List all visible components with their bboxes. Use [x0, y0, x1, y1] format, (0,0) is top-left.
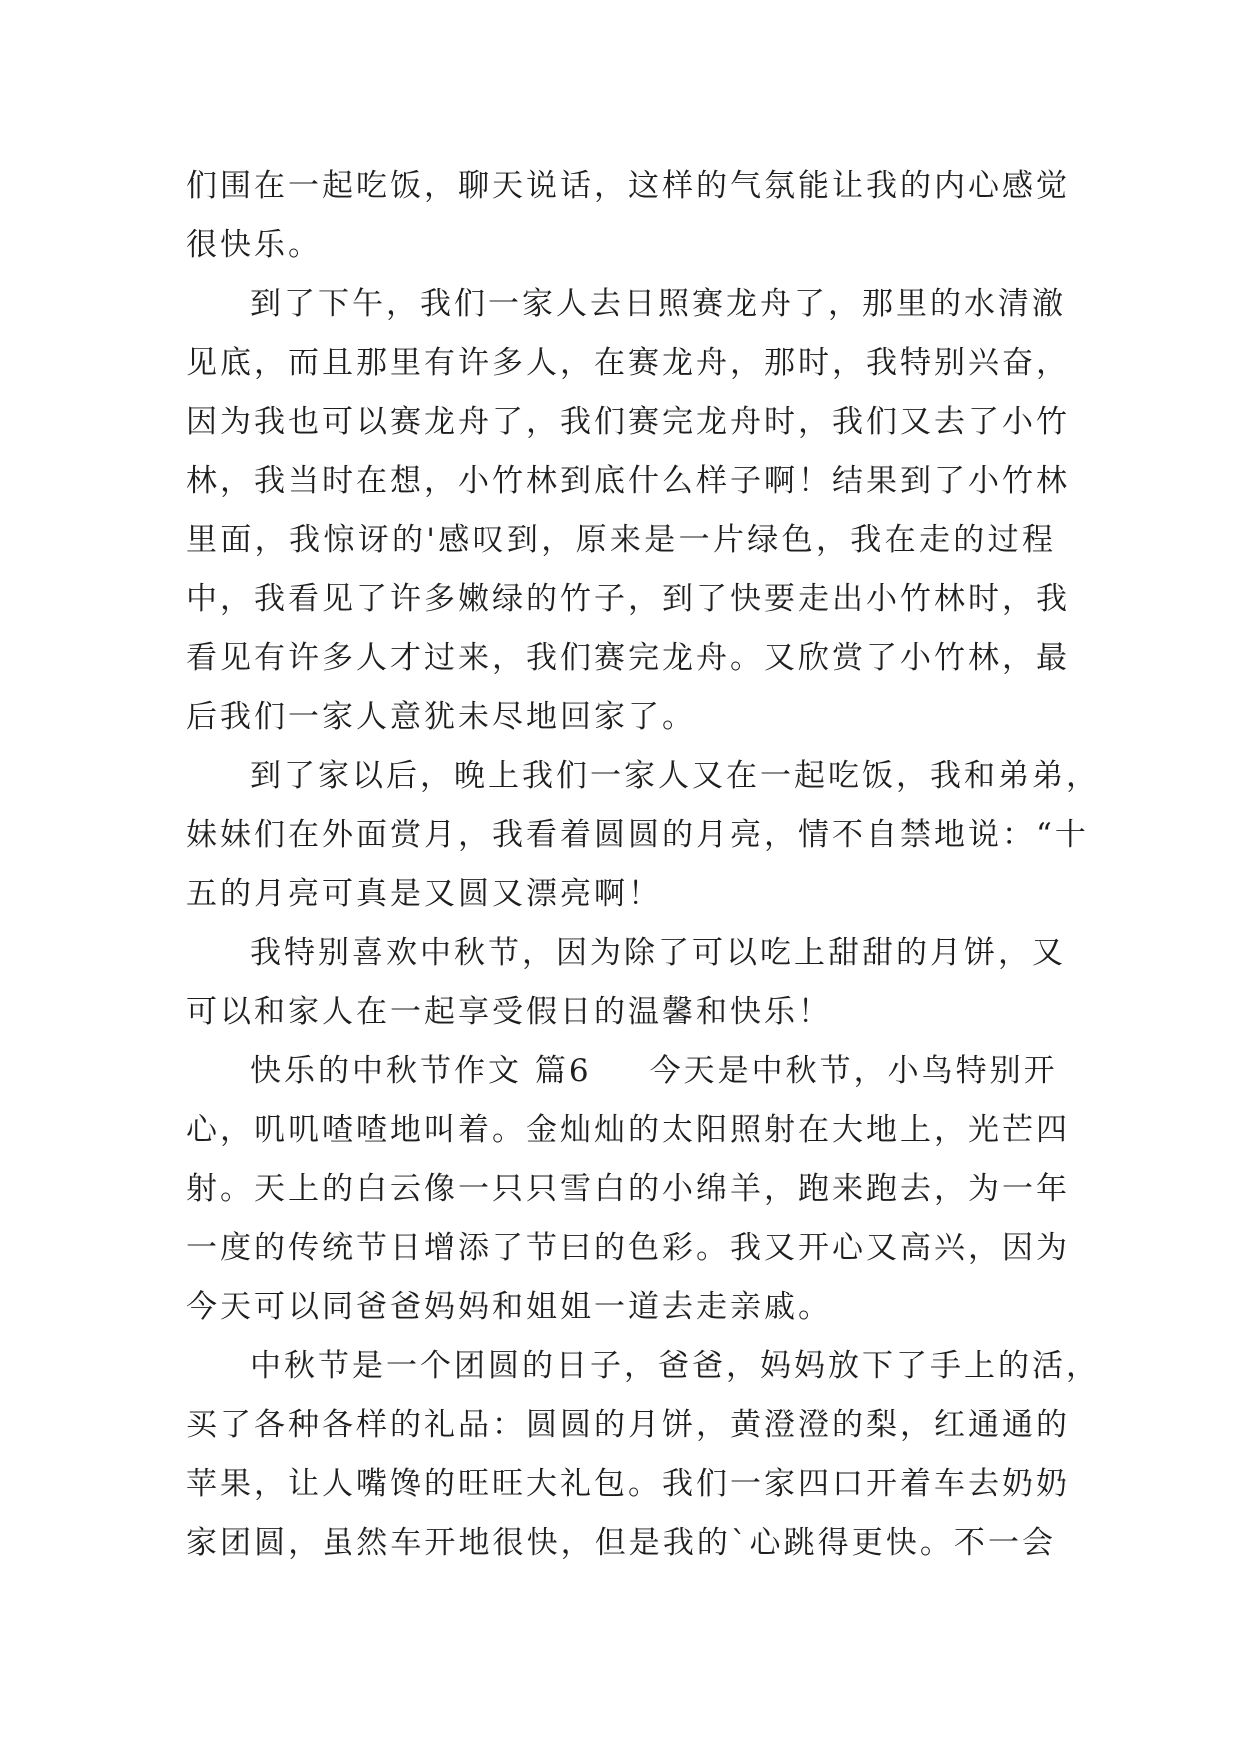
text-line: 中秋节是一个团圆的日子，爸爸，妈妈放下了手上的活， [250, 1348, 1100, 1384]
text-line: 后我们一家人意犹未尽地回家了。 [186, 699, 696, 735]
essay-heading: 快乐的中秋节作文 篇6 [250, 1053, 592, 1089]
text-segment: 今天是中秋节，小鸟特别开 [649, 1053, 1058, 1089]
text-line: 我特别喜欢中秋节，因为除了可以吃上甜甜的月饼，又 [250, 935, 1066, 971]
text-line: 里面，我惊讶的'感叹到，原来是一片绿色，我在走的过程 [186, 522, 1056, 558]
paragraph [186, 1337, 1100, 1573]
paragraph [186, 157, 1070, 275]
text-line: 心，叽叽喳喳地叫着。金灿灿的太阳照射在大地上，光芒四 [186, 1112, 1070, 1148]
text-line: 看见有许多人才过来，我们赛完龙舟。又欣赏了小竹林，最 [186, 640, 1070, 676]
text-line [186, 1042, 1056, 1101]
article-body [186, 157, 1100, 1573]
text-line: 五的月亮可真是又圆又漂亮啊！ [186, 876, 662, 912]
text-line: 苹果，让人嘴馋的旺旺大礼包。我们一家四口开着车去奶奶 [186, 1466, 1070, 1502]
paragraph [186, 924, 1066, 1042]
text-line: 今天可以同爸爸妈妈和姐姐一道去走亲戚。 [186, 1289, 832, 1325]
text-line: 因为我也可以赛龙舟了，我们赛完龙舟时，我们又去了小竹 [186, 404, 1070, 440]
text-line: 妹妹们在外面赏月，我看着圆圆的月亮，情不自禁地说：“十 [186, 817, 1089, 853]
text-line: 可以和家人在一起享受假日的温馨和快乐！ [186, 994, 832, 1030]
text-line: 射。天上的白云像一只只雪白的小绵羊，跑来跑去，为一年 [186, 1171, 1070, 1207]
text-line: 家团圆，虽然车开地很快，但是我的`心跳得更快。不一会 [186, 1525, 1056, 1561]
paragraph [186, 747, 1100, 924]
text-line: 们围在一起吃饭，聊天说话，这样的气氛能让我的内心感觉 [186, 168, 1070, 204]
text-line: 买了各种各样的礼品：圆圆的月饼，黄澄澄的梨，红通通的 [186, 1407, 1070, 1443]
paragraph [186, 275, 1070, 747]
text-line: 一度的传统节日增添了节曰的色彩。我又开心又高兴，因为 [186, 1230, 1070, 1266]
text-line: 林，我当时在想，小竹林到底什么样子啊！结果到了小竹林 [186, 463, 1070, 499]
text-line: 到了下午，我们一家人去日照赛龙舟了，那里的水清澈 [250, 286, 1066, 322]
text-line: 到了家以后，晚上我们一家人又在一起吃饭，我和弟弟， [250, 758, 1100, 794]
text-line: 很快乐。 [186, 227, 322, 263]
paragraph [186, 1042, 1070, 1337]
text-line: 中，我看见了许多嫩绿的竹子，到了快要走出小竹林时，我 [186, 581, 1070, 617]
text-line: 见底，而且那里有许多人，在赛龙舟，那时，我特别兴奋， [186, 345, 1070, 381]
